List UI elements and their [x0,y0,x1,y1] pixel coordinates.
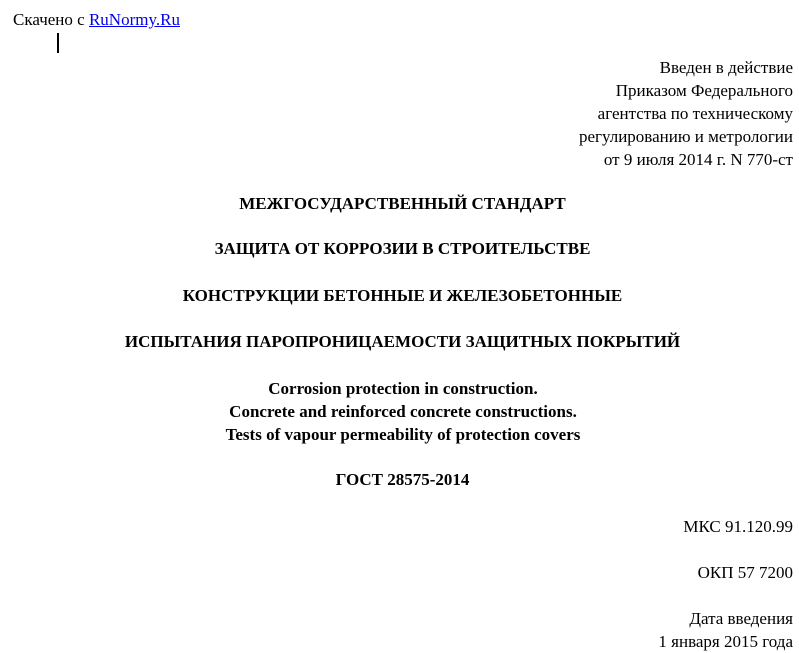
okp-code: ОКП 57 7200 [697,563,793,582]
effective-date-value: 1 января 2015 года [658,632,793,651]
standard-type-heading: МЕЖГОСУДАРСТВЕННЫЙ СТАНДАРТ [239,194,566,213]
english-title-line: Concrete and reinforced concrete constructions. [229,402,577,421]
gost-designation: ГОСТ 28575-2014 [335,470,470,489]
approval-line: Приказом Федерального [615,81,793,100]
approval-block [579,56,793,171]
approval-line: агентства по техническому [597,104,793,123]
english-title-line: Tests of vapour permeability of protection covers [225,425,581,444]
source-prefix: Скачено с [13,10,89,29]
source-link[interactable]: RuNormy.Ru [88,10,180,29]
english-title-line: Corrosion protection in construction. [268,379,538,398]
approval-line: Введен в действие [659,58,793,77]
title-line-3: ИСПЫТАНИЯ ПАРОПРОНИЦАЕМОСТИ ЗАЩИТНЫХ ПОКРЫТИЙ [124,332,681,351]
title-line-1: ЗАЩИТА ОТ КОРРОЗИИ В СТРОИТЕЛЬСТВЕ [214,239,591,258]
approval-line: от 9 июля 2014 г. N 770-ст [603,150,793,169]
mks-code: МКС 91.120.99 [683,517,793,536]
source-line [13,9,180,31]
english-title-block [0,377,799,446]
effective-date-label: Дата введения [689,609,793,628]
approval-line: регулированию и метрологии [578,127,793,146]
title-line-2: КОНСТРУКЦИИ БЕТОННЫЕ И ЖЕЛЕЗОБЕТОННЫЕ [182,286,623,305]
text-cursor [57,33,59,53]
